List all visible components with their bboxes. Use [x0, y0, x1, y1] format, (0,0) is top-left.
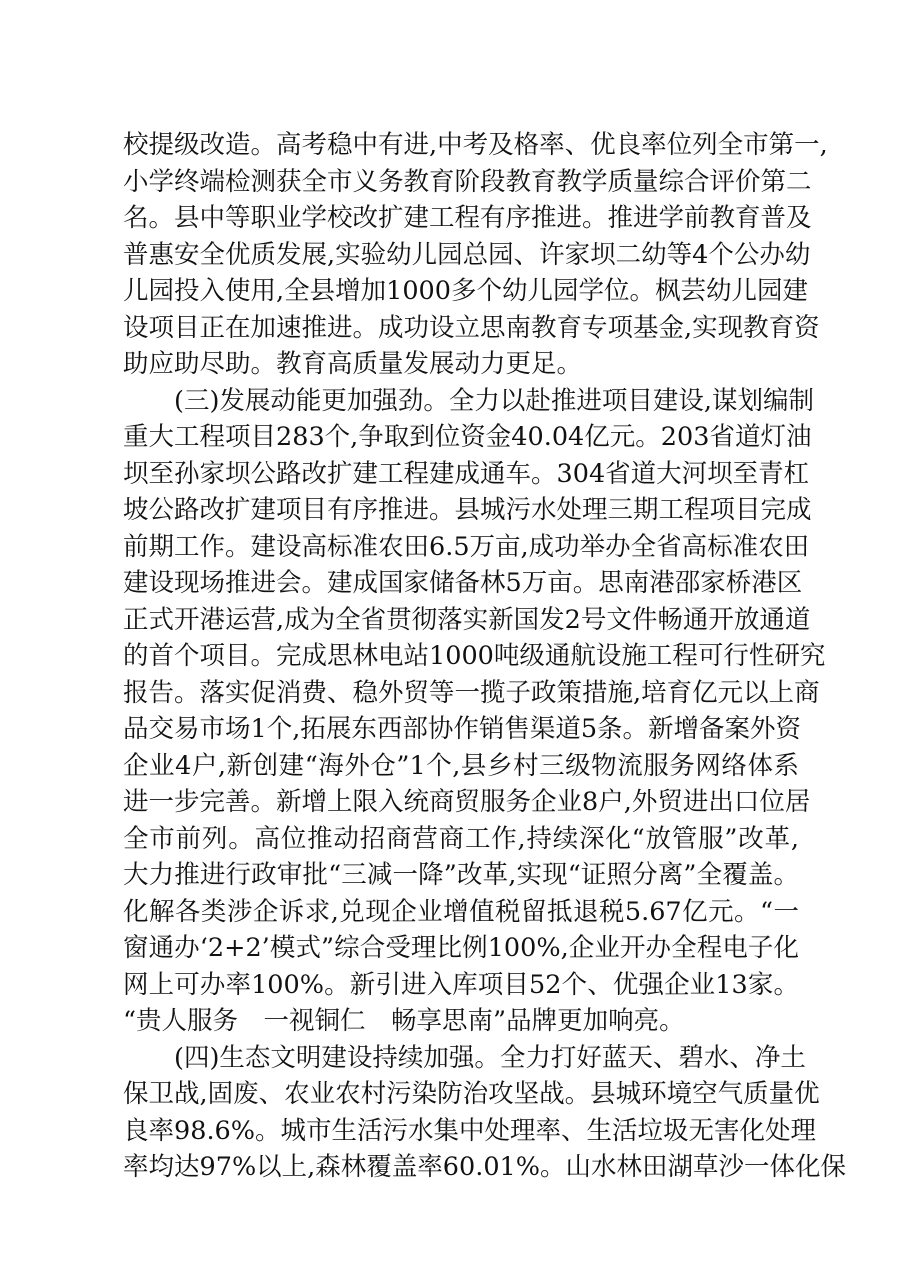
text-line: 网上可办率100%。新引进入库项目52个、优强企业13家。 [123, 969, 799, 1000]
text-line: 窗通办‘2+2’模式”综合受理比例100%,企业开办全程电子化 [123, 933, 799, 963]
text-line: 名。县中等职业学校改扩建工程有序推进。推进学前教育普及 [123, 203, 812, 233]
text-line: 全市前列。高位推动招商营商工作,持续深化“放管服”改革, [123, 823, 799, 854]
text-line: 率均达97%以上,森林覆盖率60.01%。山水林田湖草沙一体化保 [123, 1152, 847, 1182]
text-line: 设项目正在加速推进。成功设立思南教育专项基金,实现教育资 [123, 312, 820, 343]
section-heading-line: (三)发展动能更加强劲。全力以赴推进项目建设,谋划编制 [174, 385, 815, 416]
ecology-paragraph [123, 1040, 847, 1186]
text-line: 重大工程项目283个,争取到位资金40.04亿元。203省道灯油 [123, 422, 812, 452]
text-line: 前期工作。建设高标准农田6.5万亩,成功举办全省高标准农田 [123, 531, 810, 562]
text-line: 正式开港运营,成为全省贯彻落实新国发2号文件畅通开放通道 [123, 604, 811, 635]
development-paragraph [123, 383, 826, 1040]
text-line: 进一步完善。新增上限入统商贸服务企业8户,外贸进出口位居 [123, 787, 811, 817]
text-line: 化解各类涉企诉求,兑现企业增值税留抵退税5.67亿元。“一 [123, 896, 799, 927]
text-line: 校提级改造。高考稳中有进,中考及格率、优良率位列全市第一, [123, 130, 828, 160]
text-line: 坝至孙家坝公路改扩建工程建成通车。304省道大河坝至青杠 [123, 458, 810, 489]
document-body [123, 127, 847, 1186]
text-line: 保卫战,固废、农业农村污染防治攻坚战。县城环境空气质量优 [123, 1079, 820, 1109]
text-line: 企业4户,新创建“海外仓”1个,县乡村三级物流服务网络体系 [123, 750, 799, 781]
text-line: 小学终端检测获全市义务教育阶段教育教学质量综合评价第二 [123, 166, 812, 197]
text-line: 的首个项目。完成思林电站1000吨级通航设施工程可行性研究 [123, 641, 826, 671]
section-heading-line: (四)生态文明建设持续加强。全力打好蓝天、碧水、净土 [174, 1042, 806, 1073]
text-line: “贵人服务 一视铜仁 畅享思南”品牌更加响亮。 [123, 1006, 685, 1036]
text-line: 坡公路改扩建项目有序推进。县城污水处理三期工程项目完成 [123, 495, 812, 525]
text-line: 报告。落实促消费、稳外贸等一揽子政策措施,培育亿元以上商 [123, 677, 820, 708]
text-line: 儿园投入使用,全县增加1000多个幼儿园学位。枫芸幼儿园建 [123, 276, 809, 306]
text-line: 建设现场推进会。建成国家储备林5万亩。思南港邵家桥港区 [123, 568, 803, 598]
text-line: 大力推进行政审批“三减一降”改革,实现“证照分离”全覆盖。 [123, 860, 799, 890]
text-line: 品交易市场1个,拓展东西部协作销售渠道5条。新增备案外资 [123, 714, 802, 744]
text-line: 良率98.6%。城市生活污水集中处理率、生活垃圾无害化处理 [123, 1115, 817, 1146]
education-paragraph-tail [123, 127, 828, 383]
text-line: 助应助尽助。教育高质量发展动力更足。 [123, 349, 583, 379]
text-line: 普惠安全优质发展,实验幼儿园总园、许家坝二幼等4个公办幼 [123, 239, 811, 270]
